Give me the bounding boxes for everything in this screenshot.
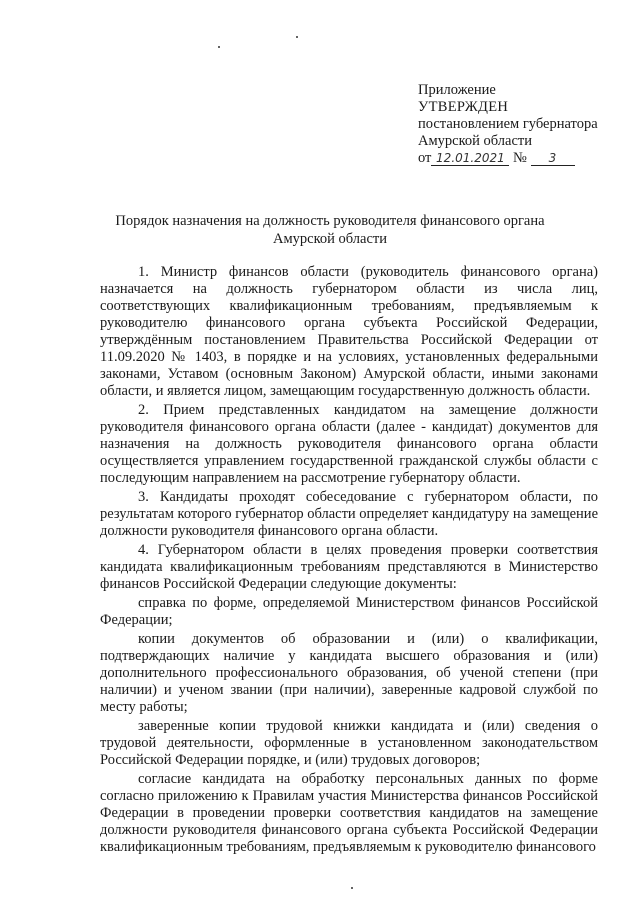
title-line-1: Порядок назначения на должность руководителя финансового органа: [115, 213, 545, 229]
list-item-consent: согласие кандидата на обработку персональных данных по форме согласно приложению к Правилам участия Министерства финансов Российской Федерации в проведении проверки соответствия кандидатов на замещение должности руководителя финансового органа субъекта Российской Федерации квалификационным требованиям, предъявляемым к руководителю финансового: [100, 771, 598, 855]
document-title: [110, 212, 550, 248]
scan-speck: [296, 36, 298, 38]
approval-date-line: [418, 150, 618, 167]
paragraph-3: 3. Кандидаты проходят собеседование с губернатором области, по результатам которого губернатор области определяет кандидатуру на замещение должности руководителя финансового органа области.: [100, 489, 599, 539]
title-line-2: Амурской области: [273, 231, 387, 247]
approval-appendix: Приложение: [418, 82, 496, 98]
number-handwritten: 3: [548, 151, 557, 165]
list-item-employment-record: заверенные копии трудовой книжки кандидата и (или) сведения о трудовой деятельности, оформленные в установленном законодательством Российской Федерации порядке, и (или) трудовых договоров;: [100, 718, 598, 768]
scan-speck: [351, 887, 353, 889]
paragraph-4: 4. Губернатором области в целях проведения проверки соответствия кандидата квалификационным требованиям представляются в Министерство финансов Российской Федерации следующие документы:: [100, 542, 598, 592]
approval-block: [418, 82, 618, 167]
date-field: [431, 151, 509, 166]
number-prefix: №: [513, 150, 527, 166]
date-handwritten: 12.01.2021: [436, 151, 505, 165]
approval-decree: постановлением губернатора: [418, 116, 598, 132]
approval-region: Амурской области: [418, 133, 532, 149]
paragraph-2: 2. Прием представленных кандидатом на замещение должности руководителя финансового органа области (далее - кандидат) документов для назначения на должность руководителя финансового органа области осуществляется управлением государственной гражданской службы области с последующим направлением на рассмотрение губернатору области.: [100, 402, 598, 486]
date-prefix: от: [418, 150, 432, 166]
scan-speck: [218, 46, 220, 48]
approval-approved: УТВЕРЖДЕН: [418, 99, 509, 115]
paragraph-1: 1. Министр финансов области (руководитель финансового органа) назначается на должность губернатором области из числа лиц, соответствующих квалификационным требованиям, предъявляемым к руководителю финансового органа субъекта Российской Федерации, утверждённым постановлением Правительства Российской Федерации от 11.09.2020 № 1403, в порядке и на условиях, установленных федеральными законами, Уставом (основным Законом) Амурской области, иными законами области, и является лицом, замещающим государственную должность области.: [100, 264, 598, 399]
number-field: [531, 151, 575, 166]
list-item-certificate: справка по форме, определяемой Министерством финансов Российской Федерации;: [100, 595, 598, 628]
document-body: [100, 264, 598, 856]
list-item-education-copies: копии документов об образовании и (или) о квалификации, подтверждающих наличие у кандидата высшего образования и (или) дополнительного профессионального образования, об ученой степени (при наличии) и ученом звании (при наличии), заверенные кадровой службой по месту работы;: [100, 631, 598, 715]
